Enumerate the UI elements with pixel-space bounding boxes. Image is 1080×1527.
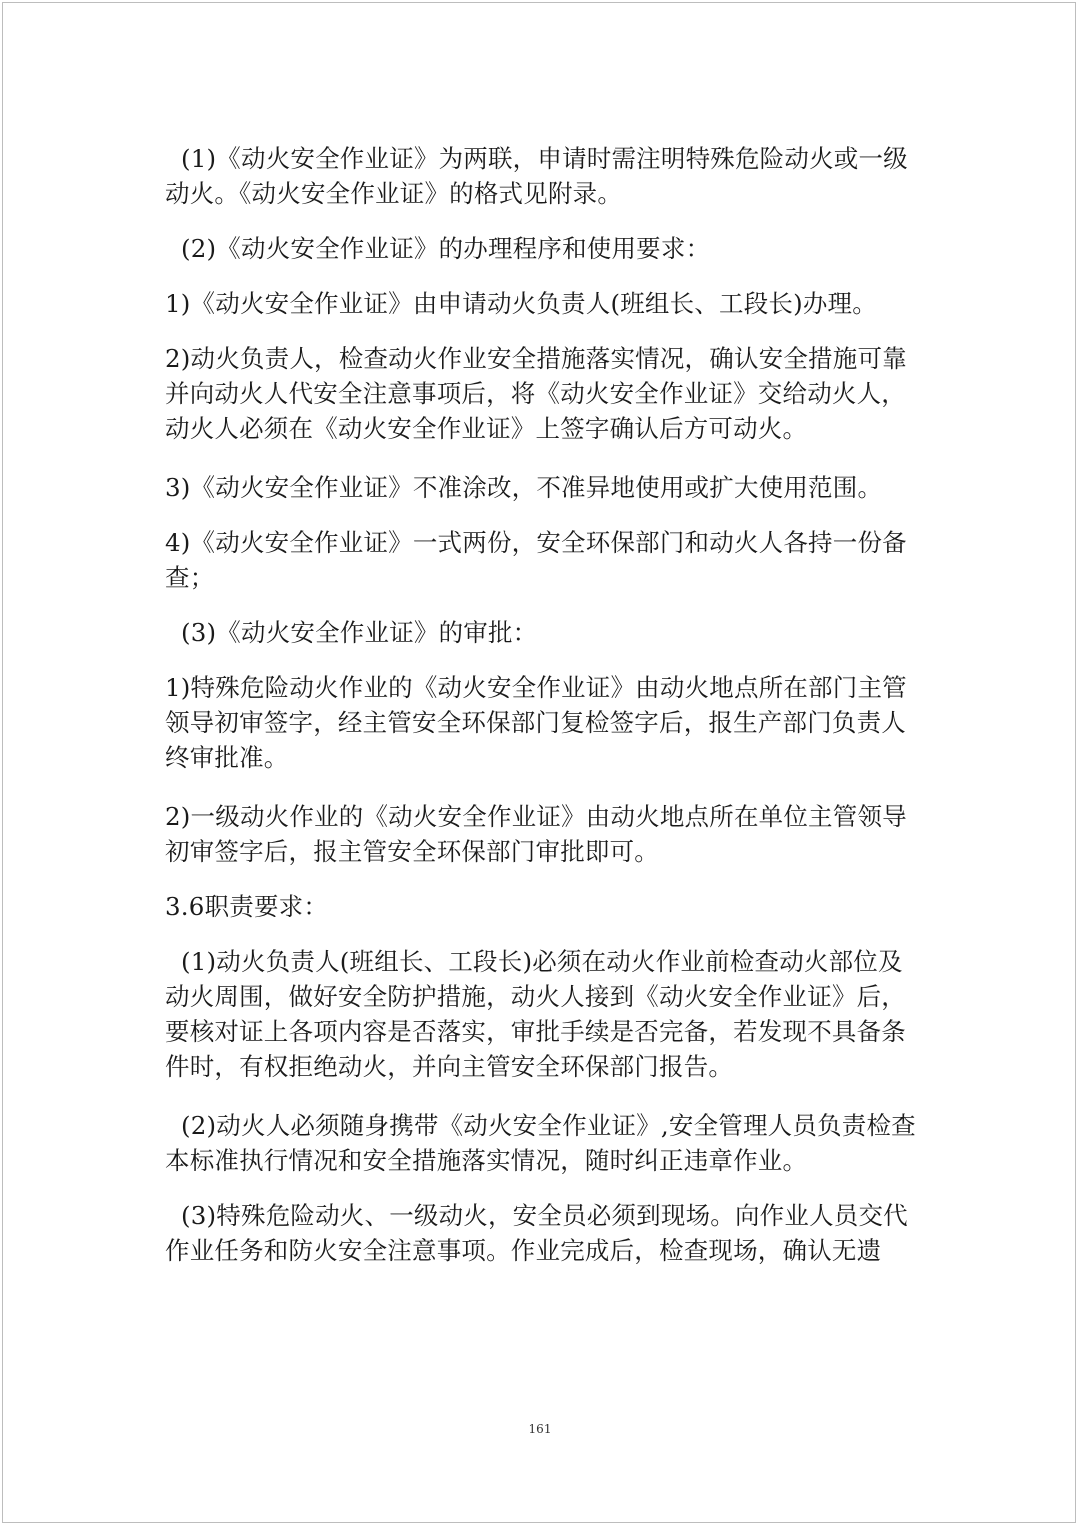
paragraph-responsibility-3: (3)特殊危险动火、一级动火，安全员必须到现场。向作业人员交代作业任务和防火安全注意事项。作业完成后，检查现场，确认无遗 xyxy=(165,1201,908,1265)
paragraph-responsibility-2: (2)动火人必须随身携带《动火安全作业证》,安全管理人员负责检查本标准执行情况和安全措施落实情况，随时纠正违章作业。 xyxy=(165,1111,916,1175)
paragraph-cert-two-copies: (1)《动火安全作业证》为两联，申请时需注明特殊危险动火或一级动火。《动火安全作业证》的格式见附录。 xyxy=(165,144,908,208)
paragraph-procedure-heading: (2)《动火安全作业证》的办理程序和使用要求： xyxy=(165,234,711,263)
document-page xyxy=(2,2,1076,1523)
section-heading-responsibilities: 3.6职责要求： xyxy=(165,892,329,921)
paragraph-approval-1: 1)特殊危险动火作业的《动火安全作业证》由动火地点所在部门主管领导初审签字，经主管安全环保部门复检签字后，报生产部门负责人终审批准。 xyxy=(165,673,907,772)
page-number: 161 xyxy=(528,1422,552,1436)
paragraph-procedure-2: 2)动火负责人，检查动火作业安全措施落实情况，确认安全措施可靠并向动火人代安全注意事项后，将《动火安全作业证》交给动火人，动火人必须在《动火安全作业证》上签字确认后方可动火。 xyxy=(165,344,907,443)
paragraph-procedure-3: 3)《动火安全作业证》不准涂改，不准异地使用或扩大使用范围。 xyxy=(165,473,883,502)
paragraph-responsibility-1: (1)动火负责人(班组长、工段长)必须在动火作业前检查动火部位及动火周围，做好安全防护措施，动火人接到《动火安全作业证》后，要核对证上各项内容是否落实，审批手续是否完备，若发现不具备条件时，有权拒绝动火，并向主管安全环保部门报告。 xyxy=(165,947,906,1081)
paragraph-approval-heading: (3)《动火安全作业证》的审批： xyxy=(165,618,538,647)
paragraph-procedure-4: 4)《动火安全作业证》一式两份，安全环保部门和动火人各持一份备查； xyxy=(165,528,907,592)
paragraph-procedure-1: 1)《动火安全作业证》由申请动火负责人(班组长、工段长)办理。 xyxy=(165,289,877,318)
document-body xyxy=(165,141,925,1268)
paragraph-approval-2: 2)一级动火作业的《动火安全作业证》由动火地点所在单位主管领导初审签字后，报主管安全环保部门审批即可。 xyxy=(165,802,907,866)
